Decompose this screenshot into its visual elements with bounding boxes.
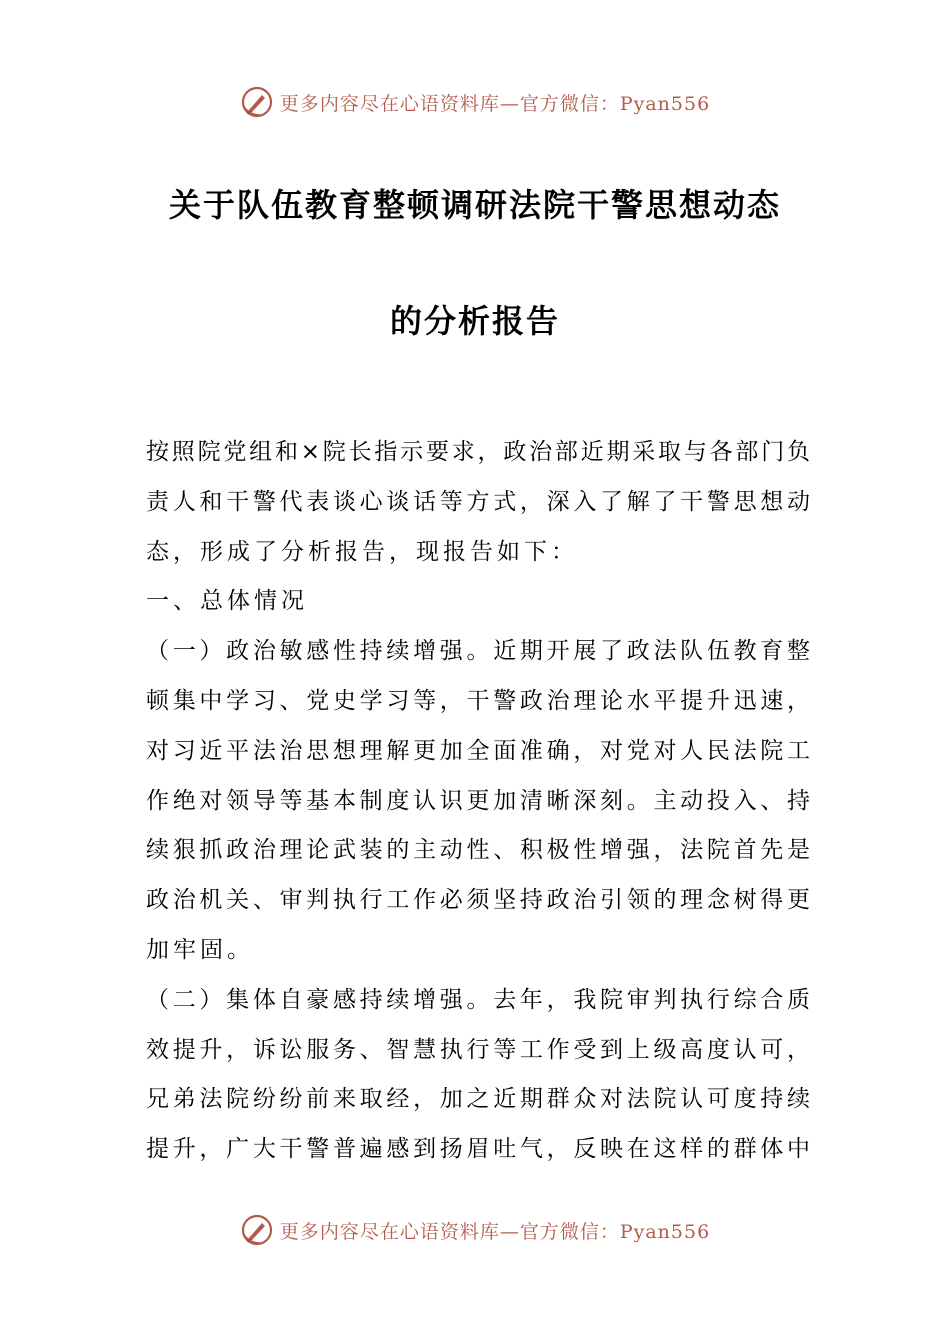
body-line: 态，形成了分析报告，现报告如下： <box>146 538 578 565</box>
pen-logo-icon <box>240 85 274 119</box>
body-line: 加牢固。 <box>146 936 254 963</box>
body-line: 政治机关、审判执行工作必须坚持政治引领的理念树得更 <box>146 887 810 914</box>
body-line: 兄弟法院纷纷前来取经，加之近期群众对法院认可度持续 <box>146 1086 810 1113</box>
body-line: 对习近平法治思想理解更加全面准确，对党对人民法院工 <box>146 737 810 764</box>
body-line: 顿集中学习、党史学习等，干警政治理论水平提升迅速， <box>146 687 810 714</box>
body-line: 按照院党组和×院长指示要求，政治部近期采取与各部门负 <box>146 439 810 465</box>
footer-banner-text: 更多内容尽在心语资料库—官方微信：Pyan556 <box>279 1220 711 1243</box>
section-heading: 一、总体情况 <box>146 588 308 615</box>
body-line: 提升，广大干警普遍感到扬眉吐气，反映在这样的群体中 <box>146 1136 810 1163</box>
body-line: 效提升，诉讼服务、智慧执行等工作受到上级高度认可， <box>146 1036 810 1063</box>
body-line: 责人和干警代表谈心谈话等方式，深入了解了干警思想动 <box>146 488 810 515</box>
body-line: （一）政治敏感性持续增强。近期开展了政法队伍教育整 <box>146 638 810 665</box>
doc-title-line-2: 的分析报告 <box>389 302 560 340</box>
body-line: 作绝对领导等基本制度认识更加清晰深刻。主动投入、持 <box>146 787 810 814</box>
header-banner-text: 更多内容尽在心语资料库—官方微信：Pyan556 <box>279 92 711 115</box>
doc-title-line-1: 关于队伍教育整顿调研法院干警思想动态 <box>168 186 781 224</box>
document-body <box>146 428 810 1175</box>
body-line: 续狠抓政治理论武装的主动性、积极性增强，法院首先是 <box>146 837 810 864</box>
body-line: （二）集体自豪感持续增强。去年，我院审判执行综合质 <box>146 986 810 1013</box>
pen-logo-icon <box>240 1213 274 1247</box>
header-banner[interactable] <box>0 82 950 122</box>
footer-banner[interactable] <box>0 1210 950 1250</box>
